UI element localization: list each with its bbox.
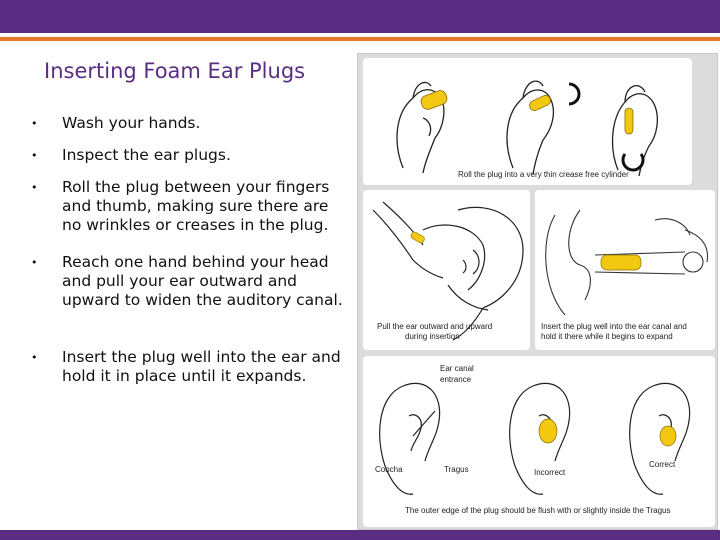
bullet-item [28,178,344,235]
panel1-caption: Roll the plug into a very thin crease free cylinder [458,170,629,179]
label-incorrect: Incorrect [534,468,566,477]
panel-insert-plug [535,190,715,350]
bullet-marker: • [31,256,38,269]
bullet-item [28,253,344,310]
ear-fit-comparison [363,356,715,527]
bullet-marker: • [31,117,38,130]
roll-plug-illustration [363,58,692,185]
bullet-item [28,114,344,133]
bullet-marker: • [31,351,38,364]
bullet-text: Inspect the ear plugs. [62,146,231,164]
panel3-caption-line1: Insert the plug well into the ear canal and [541,322,687,331]
bullet-text: Wash your hands. [62,114,201,132]
header-accent-stripe [0,37,720,41]
slide-title: Inserting Foam Ear Plugs [44,59,306,83]
bullet-text: Roll the plug between your fingers and thumb, making sure there are no wrinkles or creases in the plug. [62,178,330,234]
panel2-caption-line1: Pull the ear outward and upward [377,322,493,331]
label-tragus: Tragus [444,465,469,474]
panel-pull-ear [363,190,530,350]
label-entrance: entrance [440,375,472,384]
bullet-marker: • [31,149,38,162]
bullet-marker: • [31,181,38,194]
bullet-text: Insert the plug well into the ear and hold it in place until it expands. [62,348,341,385]
footer-bar [0,530,720,540]
header-bar [0,0,720,33]
earplug-instruction-figure [357,53,718,530]
panel-roll-plug [363,58,692,185]
label-ear-canal: Ear canal [440,364,474,373]
panel3-caption-line2: hold it there while it begins to expand [541,332,673,341]
panel-plug-fit [363,356,715,527]
bullet-text: Reach one hand behind your head and pull your ear outward and upward to widen the auditory canal. [62,253,343,309]
label-concha: Concha [375,465,403,474]
bullet-item [28,146,344,165]
panel2-caption-line2: during insertion [405,332,460,341]
panel4-caption: The outer edge of the plug should be flush with or slightly inside the Tragus [405,506,671,515]
label-correct: Correct [649,460,676,469]
bullet-item [28,348,344,386]
